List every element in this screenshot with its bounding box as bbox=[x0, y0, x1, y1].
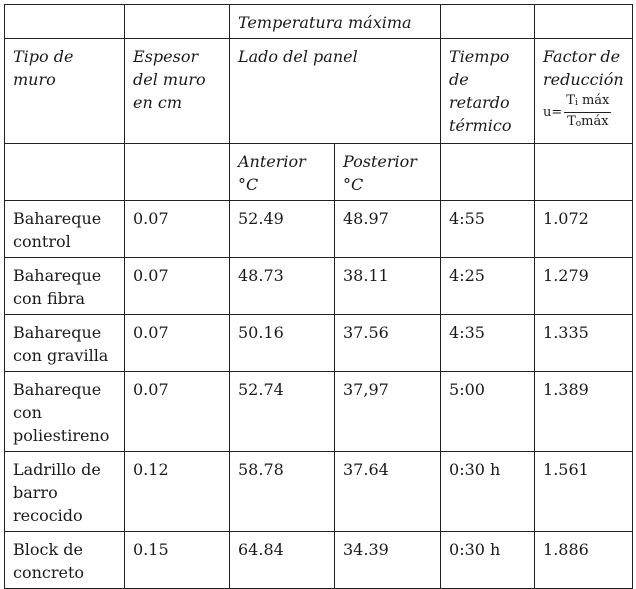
cell-tiempo: 0:30 h bbox=[441, 532, 535, 589]
header-empty-cell bbox=[535, 5, 633, 39]
formula-num-rest: máx bbox=[577, 93, 610, 108]
cell-espesor: 0.07 bbox=[125, 258, 230, 315]
cell-factor: 1.886 bbox=[535, 532, 633, 589]
cell-factor: 1.389 bbox=[535, 372, 633, 452]
cell-tiempo: 5:00 bbox=[441, 372, 535, 452]
header-tiempo: Tiempo de retardo térmico bbox=[441, 39, 535, 144]
formula-numerator bbox=[564, 93, 611, 113]
cell-espesor: 0.07 bbox=[125, 315, 230, 372]
cell-posterior: 37,97 bbox=[335, 372, 441, 452]
table-row bbox=[5, 452, 633, 532]
cell-tipo: Block de concreto bbox=[5, 532, 125, 589]
header-empty-cell bbox=[5, 144, 125, 201]
table-row bbox=[5, 201, 633, 258]
cell-tipo: Bahareque con poliestireno bbox=[5, 372, 125, 452]
cell-tiempo: 4:25 bbox=[441, 258, 535, 315]
header-empty-cell bbox=[5, 5, 125, 39]
cell-tiempo: 0:30 h bbox=[441, 452, 535, 532]
cell-posterior: 34.39 bbox=[335, 532, 441, 589]
cell-anterior: 58.78 bbox=[230, 452, 335, 532]
header-factor-cell bbox=[535, 39, 633, 144]
formula-den-sub: o bbox=[575, 119, 582, 129]
cell-posterior: 37.64 bbox=[335, 452, 441, 532]
header-factor: Factor de reducción bbox=[543, 47, 624, 89]
header-temp-max: Temperatura máxima bbox=[230, 5, 441, 39]
formula-num-sub: i bbox=[574, 98, 578, 108]
cell-espesor: 0.07 bbox=[125, 201, 230, 258]
formula-fraction bbox=[564, 93, 611, 132]
thermal-data-table bbox=[4, 4, 633, 589]
formula-den-main: T bbox=[567, 114, 576, 129]
header-posterior: Posterior °C bbox=[335, 144, 441, 201]
formula-u: u= bbox=[543, 105, 563, 120]
cell-anterior: 64.84 bbox=[230, 532, 335, 589]
cell-anterior: 52.49 bbox=[230, 201, 335, 258]
cell-posterior: 37.56 bbox=[335, 315, 441, 372]
header-row-1 bbox=[5, 5, 633, 39]
table-row bbox=[5, 258, 633, 315]
cell-tipo: Ladrillo de barro recocido bbox=[5, 452, 125, 532]
header-espesor: Espesor del muro en cm bbox=[125, 39, 230, 144]
cell-factor: 1.335 bbox=[535, 315, 633, 372]
header-anterior: Anterior °C bbox=[230, 144, 335, 201]
table-row bbox=[5, 532, 633, 589]
reduction-formula bbox=[543, 93, 624, 132]
header-lado-panel: Lado del panel bbox=[230, 39, 441, 144]
cell-factor: 1.072 bbox=[535, 201, 633, 258]
cell-tiempo: 4:55 bbox=[441, 201, 535, 258]
table-row bbox=[5, 315, 633, 372]
cell-tipo: Bahareque con gravilla bbox=[5, 315, 125, 372]
header-tipo-muro: Tipo de muro bbox=[5, 39, 125, 144]
header-row-2 bbox=[5, 39, 633, 144]
header-empty-cell bbox=[125, 144, 230, 201]
header-empty-cell bbox=[535, 144, 633, 201]
cell-posterior: 38.11 bbox=[335, 258, 441, 315]
formula-num-main: T bbox=[566, 93, 575, 108]
cell-espesor: 0.07 bbox=[125, 372, 230, 452]
cell-anterior: 48.73 bbox=[230, 258, 335, 315]
header-empty-cell bbox=[441, 5, 535, 39]
header-row-3 bbox=[5, 144, 633, 201]
cell-espesor: 0.15 bbox=[125, 532, 230, 589]
cell-factor: 1.561 bbox=[535, 452, 633, 532]
cell-anterior: 50.16 bbox=[230, 315, 335, 372]
cell-posterior: 48.97 bbox=[335, 201, 441, 258]
cell-tiempo: 4:35 bbox=[441, 315, 535, 372]
cell-espesor: 0.12 bbox=[125, 452, 230, 532]
formula-denominator bbox=[565, 113, 611, 132]
cell-factor: 1.279 bbox=[535, 258, 633, 315]
cell-tipo: Bahareque control bbox=[5, 201, 125, 258]
header-empty-cell bbox=[441, 144, 535, 201]
header-empty-cell bbox=[125, 5, 230, 39]
cell-tipo: Bahareque con fibra bbox=[5, 258, 125, 315]
cell-anterior: 52.74 bbox=[230, 372, 335, 452]
table-row bbox=[5, 372, 633, 452]
formula-den-rest: máx bbox=[581, 114, 609, 129]
